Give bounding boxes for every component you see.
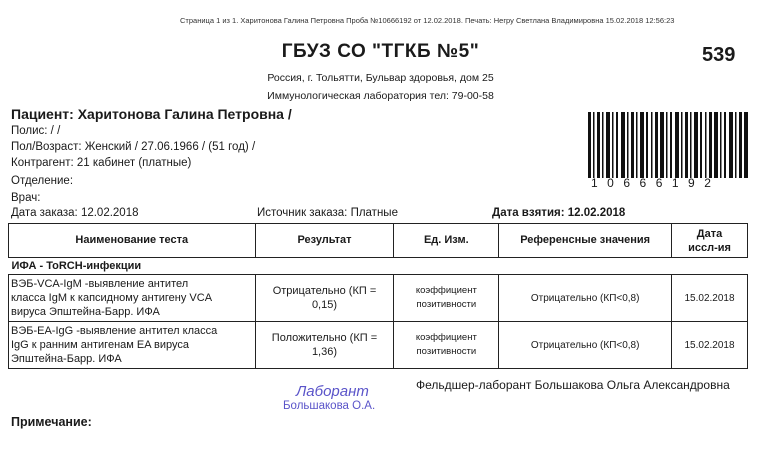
unit-line: коэффициент xyxy=(415,332,477,343)
test-name-line: ВЭБ-VCA-IgM -выявление антител xyxy=(11,278,189,290)
patient-name: Пациент: Харитонова Галина Петровна / xyxy=(11,106,292,122)
header-date-line2: иссл-ия xyxy=(688,241,731,254)
test-name-line: ВЭБ-EA-IgG -выявление антител класса xyxy=(11,325,218,337)
unit-line: коэффициент xyxy=(415,285,477,296)
header-date-line1: Дата xyxy=(696,227,723,240)
test-name-cell xyxy=(9,322,256,369)
test-name-line: IgG к ранним антигенам EA вируса xyxy=(11,339,189,351)
header-reference: Референсные значения xyxy=(499,224,672,258)
group-label: ИФА - ToRCH-инфекции xyxy=(11,260,142,272)
unit-cell xyxy=(394,275,499,322)
doctor-field: Врач: xyxy=(11,192,41,204)
header-date xyxy=(672,224,748,258)
test-name-line: класса IgM к капсидному антигену VCA xyxy=(11,292,213,304)
sex-age-field: Пол/Возраст: Женский / 27.06.1966 / (51 год) / xyxy=(11,141,256,153)
test-name-line: Эпштейна-Барр. ИФА xyxy=(11,353,122,365)
document-number: 539 xyxy=(702,44,736,66)
date-cell: 15.02.2018 xyxy=(672,275,748,322)
organization-address: Россия, г. Тольятти, Бульвар здоровья, дом 25 xyxy=(267,72,494,84)
note-label: Примечание: xyxy=(11,415,92,429)
table-row xyxy=(9,275,748,322)
signer-name: Фельдшер-лаборант Большакова Ольга Александровна xyxy=(416,378,730,392)
header-test-name: Наименование теста xyxy=(9,224,256,258)
unit-cell xyxy=(394,322,499,369)
order-date: Дата заказа: 12.02.2018 xyxy=(11,207,139,219)
stamp-name: Большакова О.А. xyxy=(283,400,376,412)
test-name-line: вируса Эпштейна-Барр. ИФА xyxy=(11,306,160,318)
laboratory-info: Иммунологическая лаборатория тел: 79-00-58 xyxy=(267,90,494,102)
date-cell: 15.02.2018 xyxy=(672,322,748,369)
result-line: Положительно (КП = xyxy=(271,332,378,344)
contractor-field: Контрагент: 21 кабинет (платные) xyxy=(11,157,192,169)
print-info-line: Страница 1 из 1. Харитонова Галина Петровна Проба №10666192 от 12.02.2018. Печать: Негру Светлана Владимировна 15.02.2018 12:56:23 xyxy=(180,16,675,25)
stamp-title: Лаборант xyxy=(296,383,369,400)
table-header-row xyxy=(9,224,748,258)
organization-name: ГБУЗ СО "ТГКБ №5" xyxy=(281,41,480,62)
result-line: 1,36) xyxy=(311,346,338,358)
barcode-image xyxy=(588,112,748,178)
header-unit: Ед. Изм. xyxy=(394,224,499,258)
reference-cell: Отрицательно (КП<0,8) xyxy=(499,322,672,369)
result-cell xyxy=(255,275,394,322)
table-row xyxy=(9,322,748,369)
result-line: 0,15) xyxy=(311,299,338,311)
unit-line: позитивности xyxy=(416,346,477,357)
header-result: Результат xyxy=(255,224,394,258)
policy-field: Полис: / / xyxy=(11,125,61,137)
reference-cell: Отрицательно (КП<0,8) xyxy=(499,275,672,322)
result-cell xyxy=(255,322,394,369)
group-row xyxy=(9,258,748,275)
results-table xyxy=(8,223,748,369)
barcode-digits: 10666192 xyxy=(591,176,721,190)
result-line: Отрицательно (КП = xyxy=(272,285,377,297)
sample-date: Дата взятия: 12.02.2018 xyxy=(492,207,626,219)
test-name-cell xyxy=(9,275,256,322)
department-field: Отделение: xyxy=(11,175,74,187)
order-source: Источник заказа: Платные xyxy=(257,207,398,219)
unit-line: позитивности xyxy=(416,299,477,310)
